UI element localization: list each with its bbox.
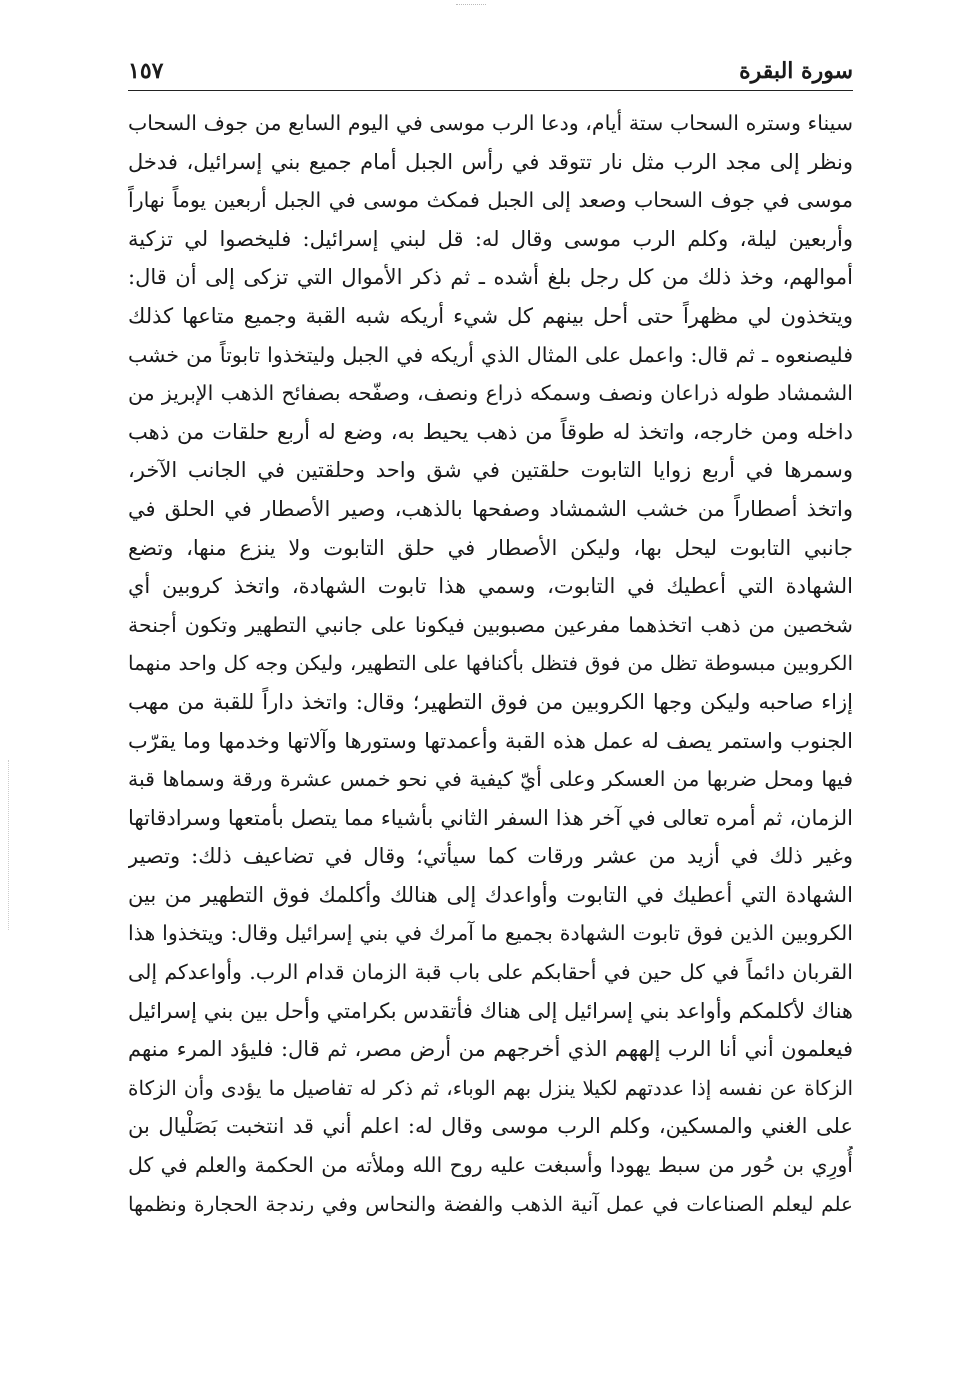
text-line: هناك لأكلمكم وأواعد بني إسرائيل إلى هناك فأتقدس بكرامتي وأحل بين بني إسرائيل	[128, 998, 853, 1023]
text-line: شخصين من ذهب اتخذهما مفرعين مصبوبين فيكونا على جانبي التطهير وتكون أجنحة	[128, 612, 853, 637]
text-line: داخله ومن خارجه، واتخذ له طوقاً من ذهب يحيط به، وضع له أربع حلقات من ذهب	[128, 419, 853, 444]
text-line: على الغني والمسكين، وكلم الرب موسى وقال له: اعلم أني قد انتخبت بَصَلْيال بن	[128, 1114, 853, 1139]
text-line: واتخذ أصطاراً من خشب الشمشاد وصفحها بالذهب، وصير الأصطار في الحلق في	[128, 496, 853, 521]
text-line: الشمشاد طوله ذراعان ونصف وسمكه ذراع ونصف، وصفّحه بصفائح الذهب الإبريز من	[128, 381, 853, 406]
scan-margin-mark	[8, 760, 9, 930]
text-line: الكروبين الذين فوق تابوت الشهادة بجميع ما آمرك في بني إسرائيل وقال: ويتخذوا هذا	[128, 921, 853, 946]
text-line: فليصنعوه ـ ثم قال: واعمل على المثال الذي أريكه في الجبل وليتخذوا تابوتاً من خشب	[128, 342, 853, 367]
text-line: وأربعين ليلة، وكلم الرب موسى وقال له: قل لبني إسرائيل: فليخصوا لي تزكية	[128, 226, 853, 251]
text-line: فيعلمون أني أنا الرب إلههم الذي أخرجهم من أرض مصر، ثم قال: فليؤد المرء منهم	[128, 1037, 853, 1062]
text-line: فيها ومحل ضربها من العسكر وعلى أيّ كيفية في نحو خمس عشرة ورقة وسماها قبة	[128, 767, 853, 792]
text-line: أُورِي بن حُور من سبط يهودا وأسبغت عليه روح الله وملأته من الحكمة والعلم في كل	[128, 1153, 853, 1178]
text-line: سيناء وستره السحاب ستة أيام، ودعا الرب موسى في اليوم السابع من جوف السحاب	[128, 111, 853, 135]
text-line: الزكاة عن نفسه إذا عددتهم لكيلا ينزل بهم الوباء، ثم ذكر له تفاصيل ما يؤدى وأن الزكاة	[128, 1075, 853, 1100]
text-line: علم ليعلم الصناعات في عمل آنية الذهب والفضة والنحاس وفي رندجة الحجارة ونظمها	[128, 1191, 853, 1216]
running-header	[128, 56, 853, 90]
text-line: موسى في جوف السحاب وصعد إلى الجبل فمكث موسى في الجبل أربعين يوماً نهاراً	[128, 188, 853, 213]
text-line: جانبي التابوت ليحل بها، وليكن الأصطار في حلق التابوت ولا ينزع منها، وتضع	[128, 535, 853, 560]
text-line: الزمان، ثم أمره تعالى في آخر هذا السفر الثاني بأشياء مما يتصل بأمتعها وسرادقاتها	[128, 805, 853, 830]
text-line: الكروبين مبسوطة تظل من فوق فتظل بأكنافها على التطهير، وليكن وجه كل واحد منهما	[128, 651, 853, 676]
page-number: ١٥٧	[128, 58, 164, 84]
scan-mark	[456, 4, 486, 5]
text-line: وغير ذلك في أزيد من عشر ورقات كما سيأتي؛ وقال في تضاعيف ذلك: وتصير	[128, 844, 853, 869]
text-line: أموالهم، وخذ ذلك من كل رجل بلغ أشده ـ ثم ذكر الأموال التي تزكى إلى أن قال:	[128, 265, 853, 290]
text-line: الجنوب واستمر يصف له عمل هذه القبة وأعمدتها وستورها وآلاتها وخدمها وما يقرّب	[128, 728, 853, 753]
body-text	[128, 104, 853, 1223]
text-line: الشهادة التي أعطيك في التابوت، وسمي هذا تابوت الشهادة، واتخذ كروبين أي	[128, 574, 853, 599]
text-line: ونظر إلى مجد الرب مثل نار تتوقد في رأس الجبل أمام جميع بني إسرائيل، فدخل	[128, 149, 853, 174]
text-line: إزاء صاحبه وليكن وجها الكروبين من فوق التطهير؛ وقال: واتخذ داراً للقبة من مهب	[128, 689, 853, 714]
text-line: وسمرها في أربع زوايا التابوت حلقتين في شق واحد وحلقتين في الجانب الآخر،	[128, 458, 853, 483]
surah-title: سورة البقرة	[739, 58, 853, 84]
text-line: ويتخذون لي مظهراً حتى أحل بينهم كل شيء أريكه شبه القبة وجميع متاعها كذلك	[128, 303, 853, 328]
header-rule	[128, 90, 853, 91]
text-line: القربان دائماً في كل حين في أحقابكم على باب قبة الزمان قدام الرب. وأواعدكم إلى	[128, 960, 853, 985]
text-line: الشهادة التي أعطيك في التابوت وأواعدك إلى هنالك وأكلمك فوق التطهير من بين	[128, 882, 853, 907]
